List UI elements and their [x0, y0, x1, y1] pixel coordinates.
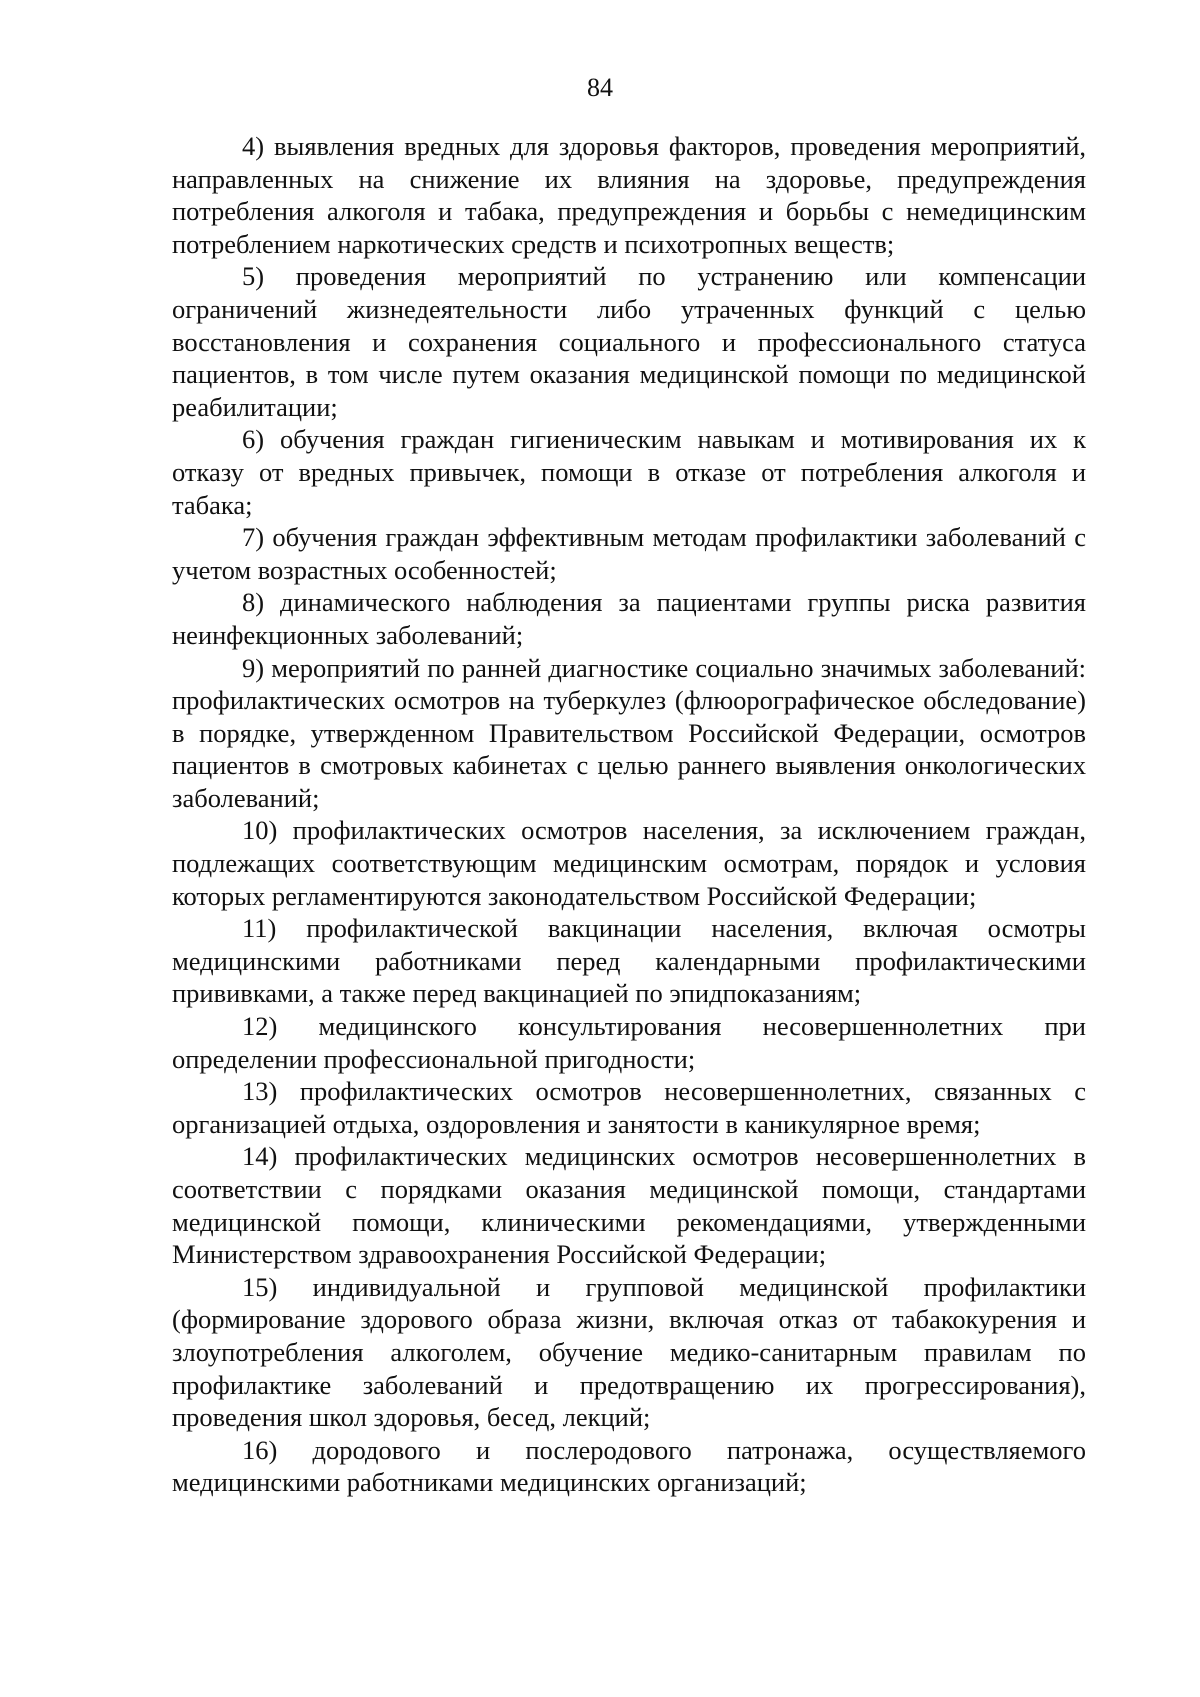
list-item-11: 11) профилактической вакцинации населения, включая осмотры медицинскими работниками перед календарными профилактическими прививками, а также перед вакцинацией по эпидпоказаниям;: [172, 913, 1086, 1009]
list-item-15: 15) индивидуальной и групповой медицинской профилактики (формирование здорового образа жизни, включая отказ от табакокурения и злоупотребления алкоголем, обучение медико-санитарным правилам по профилактике заболеваний и предотвращению их прогрессирования), проведения школ здоровья, бесед, лекций;: [172, 1271, 1086, 1433]
list-item-9: 9) мероприятий по ранней диагностике социально значимых заболеваний: профилактических осмотров на туберкулез (флюорографическое обследование) в порядке, утвержденном Правительством Российской Федерации, осмотров пациентов в смотровых кабинетах с целью раннего выявления онкологических заболеваний;: [172, 652, 1086, 813]
page-number: 84: [587, 73, 613, 102]
list-item-13: 13) профилактических осмотров несовершеннолетних, связанных с организацией отдыха, оздоровления и занятости в каникулярное время;: [172, 1076, 1086, 1139]
list-item-8: 8) динамического наблюдения за пациентами группы риска развития неинфекционных заболеваний;: [172, 587, 1086, 650]
document-body: [172, 130, 1086, 1499]
list-item-12: 12) медицинского консультирования несовершеннолетних при определении профессиональной пригодности;: [172, 1011, 1086, 1074]
list-item-7: 7) обучения граждан эффективным методам профилактики заболеваний с учетом возрастных особенностей;: [172, 522, 1086, 585]
list-item-5: 5) проведения мероприятий по устранению или компенсации ограничений жизнедеятельности либо утраченных функций с целью восстановления и сохранения социального и профессионального статуса пациентов, в том числе путем оказания медицинской помощи по медицинской реабилитации;: [172, 261, 1086, 422]
list-item-14: 14) профилактических медицинских осмотров несовершеннолетних в соответствии с порядками оказания медицинской помощи, стандартами медицинской помощи, клиническими рекомендациями, утвержденными Министерством здравоохранения Российской Федерации;: [172, 1141, 1086, 1270]
list-item-6: 6) обучения граждан гигиеническим навыкам и мотивирования их к отказу от вредных привычек, помощи в отказе от потребления алкоголя и табака;: [172, 424, 1086, 520]
list-item-16: 16) дородового и послеродового патронажа, осуществляемого медицинскими работниками медицинских организаций;: [172, 1434, 1086, 1498]
list-item-4: 4) выявления вредных для здоровья факторов, проведения мероприятий, направленных на снижение их влияния на здоровье, предупреждения потребления алкоголя и табака, предупреждения и борьбы с немедицинским потреблением наркотических средств и психотропных веществ;: [172, 131, 1086, 259]
list-item-10: 10) профилактических осмотров населения, за исключением граждан, подлежащих соответствующим медицинским осмотрам, порядок и условия которых регламентируются законодательством Российской Федерации;: [172, 815, 1086, 911]
